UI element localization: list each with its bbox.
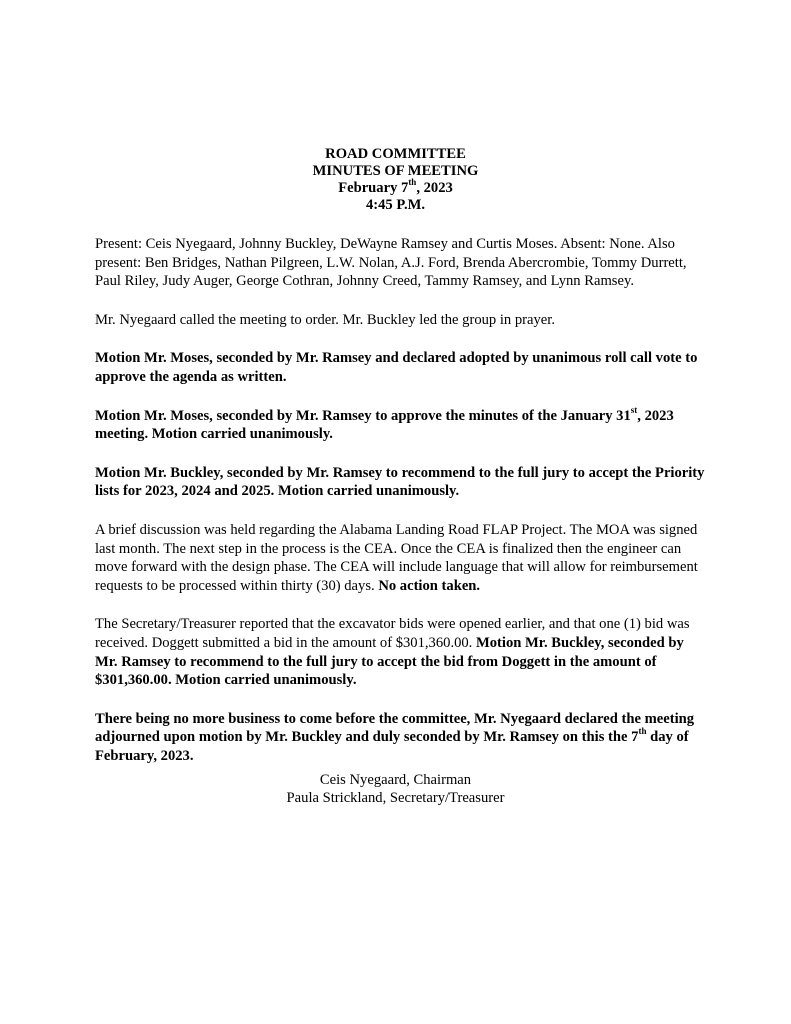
call-to-order-paragraph: Mr. Nyegaard called the meeting to order. Mr. Buckley led the group in prayer. bbox=[95, 311, 555, 328]
flap-action-text: No action taken. bbox=[378, 577, 481, 594]
flap-discussion-paragraph bbox=[95, 521, 705, 595]
committee-title: ROAD COMMITTEE bbox=[325, 146, 466, 162]
motion-minutes-ordinal: st bbox=[630, 404, 638, 415]
adjourn-ordinal: th bbox=[638, 726, 647, 737]
motion-minutes-text: Motion Mr. Moses, seconded by Mr. Ramsey to approve the minutes of the January 31 bbox=[95, 407, 631, 424]
chairman-signature: Ceis Nyegaard, Chairman bbox=[319, 772, 472, 788]
meeting-time: 4:45 P.M. bbox=[365, 197, 426, 213]
meeting-date bbox=[0, 177, 791, 197]
excavator-paragraph bbox=[95, 615, 705, 689]
motion-minutes-text-end: , 2023 meeting. Motion carried unanimously. bbox=[95, 407, 674, 443]
adjourn-paragraph bbox=[95, 710, 705, 766]
meeting-date-prefix: February 7 bbox=[338, 180, 409, 196]
minutes-title: MINUTES OF MEETING bbox=[312, 163, 479, 179]
adjourn-text: There being no more business to come before the committee, Mr. Nyegaard declared the meeting adjourned upon motion by Mr. Buckley and duly seconded by Mr. Ramsey on this the 7 bbox=[95, 710, 695, 746]
excavator-motion-text: Motion Mr. Buckley, seconded by Mr. Ramsey to recommend to the full jury to accept the bid from Doggett in the amount of $301,360.00. Motion carried unanimously. bbox=[95, 634, 684, 689]
adjourn-text-end: day of February, 2023. bbox=[95, 729, 689, 764]
document-header bbox=[0, 146, 791, 214]
minutes-body bbox=[95, 235, 705, 785]
motion-minutes-paragraph bbox=[95, 404, 705, 444]
meeting-date-ordinal: th bbox=[408, 177, 417, 188]
motion-priority-paragraph: Motion Mr. Buckley, seconded by Mr. Ramsey to recommend to the full jury to accept the Priority lists for 2023, 2024 and 2025. Motion carried unanimously. bbox=[95, 464, 705, 500]
motion-agenda-paragraph: Motion Mr. Moses, seconded by Mr. Ramsey and declared adopted by unanimous roll call vote to approve the agenda as written. bbox=[95, 350, 698, 385]
excavator-report-text: The Secretary/Treasurer reported that the excavator bids were opened earlier, and that one (1) bid was received. Doggett submitted a bid in the amount of $301,360.00. bbox=[95, 616, 690, 651]
signature-block bbox=[0, 771, 791, 807]
flap-discussion-text: A brief discussion was held regarding the Alabama Landing Road FLAP Project. The MOA was signed last month. The next step in the process is the CEA. Once the CEA is finalized then the engineer can move forward with the design phase. The CEA will include language that will allow for reimbursement requests to be processed within thirty (30) days. bbox=[95, 521, 698, 594]
meeting-date-suffix: , 2023 bbox=[416, 180, 453, 196]
secretary-signature: Paula Strickland, Secretary/Treasurer bbox=[286, 790, 505, 806]
attendance-paragraph: Present: Ceis Nyegaard, Johnny Buckley, DeWayne Ramsey and Curtis Moses. Absent: None. Also present: Ben Bridges, Nathan Pilgreen, L.W. Nolan, A.J. Ford, Brenda Abercrombie, Tommy Durrett, Paul Riley, Judy Auger, George Cothran, Johnny Creed, Tammy Ramsey, and Lynn Ramsey. bbox=[95, 236, 687, 290]
